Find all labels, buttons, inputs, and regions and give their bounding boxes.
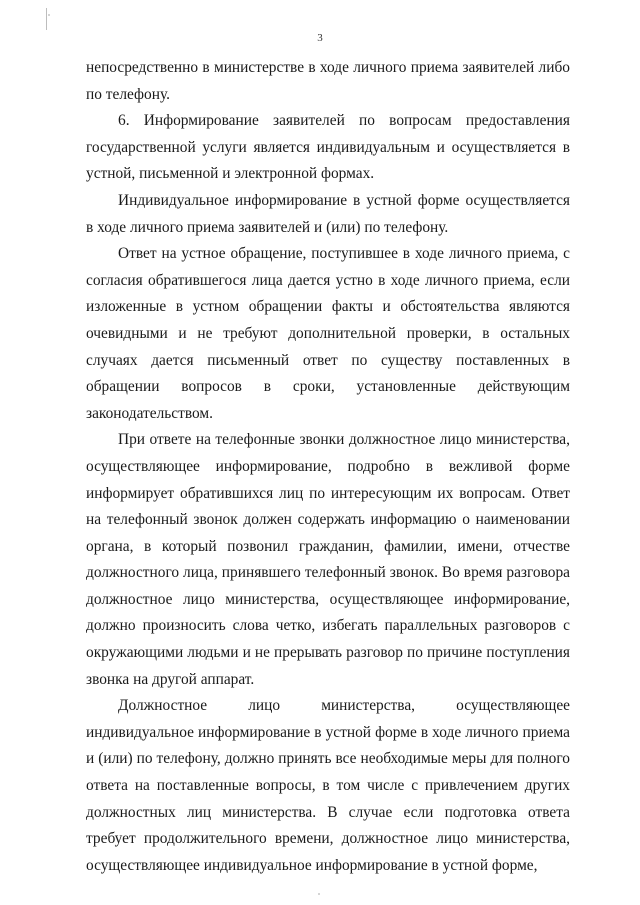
page-number: 3 — [317, 32, 323, 44]
scan-edge-mark — [46, 8, 47, 30]
scan-speck — [48, 14, 50, 16]
scan-speck — [318, 893, 320, 895]
paragraph-item-6: 6. Информирование заявителей по вопросам предоставления государственной услуги является индивидуальным и осуществляется в устной, письменной и электронной формах. — [86, 112, 570, 183]
paragraph-phone-calls: При ответе на телефонные звонки должностное лицо министерства, осуществляющее информирование, подробно в вежливой форме информирует обратившихся лиц по интересующим их вопросам. Ответ на телефонный звонок должен содержать информацию о наименовании органа, в который позвонил гражданин, фамилии, имени, отчестве должностного лица, принявшего телефонный звонок. Во время разговора должностное лицо министерства, осуществляющее информирование, должно произносить слова четко, избегать параллельных разговоров с окружающими людьми и не прерывать разговор по причине поступления звонка на другой аппарат. — [86, 431, 570, 688]
document-body — [86, 55, 570, 879]
paragraph-oral-info: Индивидуальное информирование в устной форме осуществляется в ходе личного приема заявителей и (или) по телефону. — [86, 191, 570, 236]
paragraph-oral-response: Ответ на устное обращение, поступившее в ходе личного приема, с согласия обратившегося лица дается устно в ходе личного приема, если изложенные в устном обращении факты и обстоятельства являются очевидными и не требуют дополнительной проверки, в остальных случаях дается письменный ответ по существу поставленных в обращении вопросов в сроки, установленные действующим законодательством. — [86, 245, 570, 422]
paragraph-official-duties: Должностное лицо министерства, осуществляющее индивидуальное информирование в устной форме в ходе личного приема и (или) по телефону, должно принять все необходимые меры для полного ответа на поставленные вопросы, в том числе с привлечением других должностных лиц министерства. В случае если подготовка ответа требует продолжительного времени, должностное лицо министерства, осуществляющее индивидуальное информирование в устной форме, — [86, 697, 570, 874]
paragraph-continuation: непосредственно в министерстве в ходе личного приема заявителей либо по телефону. — [86, 59, 570, 103]
